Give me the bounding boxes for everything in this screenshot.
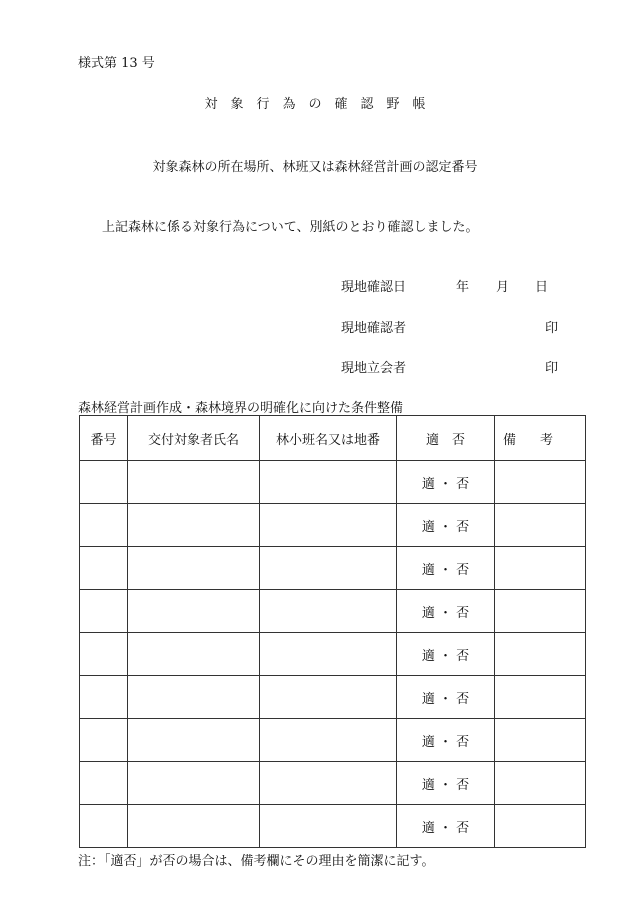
table-row <box>80 633 586 676</box>
cell-suitability[interactable]: 適 ・ 否 <box>397 590 495 633</box>
cell-number[interactable] <box>80 633 128 676</box>
cell-parcel[interactable] <box>260 590 397 633</box>
cell-remarks[interactable] <box>495 633 586 676</box>
cell-parcel[interactable] <box>260 676 397 719</box>
cell-remarks[interactable] <box>495 676 586 719</box>
cell-suitability[interactable]: 適 ・ 否 <box>397 504 495 547</box>
cell-parcel[interactable] <box>260 633 397 676</box>
cell-recipient-name[interactable] <box>128 547 260 590</box>
cell-remarks[interactable] <box>495 590 586 633</box>
table-row <box>80 676 586 719</box>
year-label: 年 <box>456 280 470 295</box>
cell-number[interactable] <box>80 504 128 547</box>
cell-remarks[interactable] <box>495 504 586 547</box>
table-row <box>80 719 586 762</box>
cell-remarks[interactable] <box>495 762 586 805</box>
cell-remarks[interactable] <box>495 547 586 590</box>
cell-recipient-name[interactable] <box>128 504 260 547</box>
seal-mark-confirmer: 印 <box>545 321 559 336</box>
site-witness-label: 現地立会者 <box>341 361 407 376</box>
header-recipient-name: 交付対象者氏名 <box>128 416 260 461</box>
table-row <box>80 461 586 504</box>
header-suitability: 適 否 <box>397 416 495 461</box>
site-confirmer-label: 現地確認者 <box>341 321 407 336</box>
confirmation-statement: 上記森林に係る対象行為について、別紙のとおり確認しました。 <box>102 220 479 235</box>
cell-recipient-name[interactable] <box>128 676 260 719</box>
cell-number[interactable] <box>80 762 128 805</box>
cell-suitability[interactable]: 適 ・ 否 <box>397 676 495 719</box>
cell-parcel[interactable] <box>260 719 397 762</box>
cell-remarks[interactable] <box>495 719 586 762</box>
cell-recipient-name[interactable] <box>128 633 260 676</box>
day-label: 日 <box>535 280 549 295</box>
cell-number[interactable] <box>80 461 128 504</box>
header-remarks: 備考 <box>495 416 586 461</box>
table-row <box>80 805 586 848</box>
cell-parcel[interactable] <box>260 461 397 504</box>
month-label: 月 <box>496 280 510 295</box>
cell-number[interactable] <box>80 547 128 590</box>
cell-number[interactable] <box>80 676 128 719</box>
cell-suitability[interactable]: 適 ・ 否 <box>397 805 495 848</box>
cell-recipient-name[interactable] <box>128 762 260 805</box>
cell-number[interactable] <box>80 590 128 633</box>
table-header-row <box>80 416 586 461</box>
cell-recipient-name[interactable] <box>128 590 260 633</box>
site-check-date-label: 現地確認日 <box>341 280 407 295</box>
cell-suitability[interactable]: 適 ・ 否 <box>397 461 495 504</box>
cell-parcel[interactable] <box>260 762 397 805</box>
footnote: 注：「適否」が否の場合は、備考欄にその理由を簡潔に記す。 <box>78 854 435 869</box>
cell-number[interactable] <box>80 719 128 762</box>
table-row <box>80 547 586 590</box>
seal-mark-witness: 印 <box>545 361 559 376</box>
subject-line: 対象森林の所在場所、林班又は森林経営計画の認定番号 <box>152 160 478 175</box>
cell-parcel[interactable] <box>260 547 397 590</box>
cell-recipient-name[interactable] <box>128 461 260 504</box>
cell-parcel[interactable] <box>260 504 397 547</box>
cell-parcel[interactable] <box>260 805 397 848</box>
table-row <box>80 762 586 805</box>
cell-suitability[interactable]: 適 ・ 否 <box>397 762 495 805</box>
header-parcel: 林小班名又は地番 <box>260 416 397 461</box>
document-title: 対象行為の確認野帳 <box>204 97 439 112</box>
table-row <box>80 504 586 547</box>
cell-suitability[interactable]: 適 ・ 否 <box>397 547 495 590</box>
cell-remarks[interactable] <box>495 461 586 504</box>
table-caption: 森林経営計画作成・森林境界の明確化に向けた条件整備 <box>78 401 404 416</box>
cell-remarks[interactable] <box>495 805 586 848</box>
cell-number[interactable] <box>80 805 128 848</box>
form-number: 様式第 13 号 <box>78 56 155 71</box>
table-row <box>80 590 586 633</box>
confirmation-table <box>79 415 586 848</box>
cell-recipient-name[interactable] <box>128 805 260 848</box>
cell-suitability[interactable]: 適 ・ 否 <box>397 719 495 762</box>
cell-recipient-name[interactable] <box>128 719 260 762</box>
header-number: 番号 <box>80 416 128 461</box>
cell-suitability[interactable]: 適 ・ 否 <box>397 633 495 676</box>
